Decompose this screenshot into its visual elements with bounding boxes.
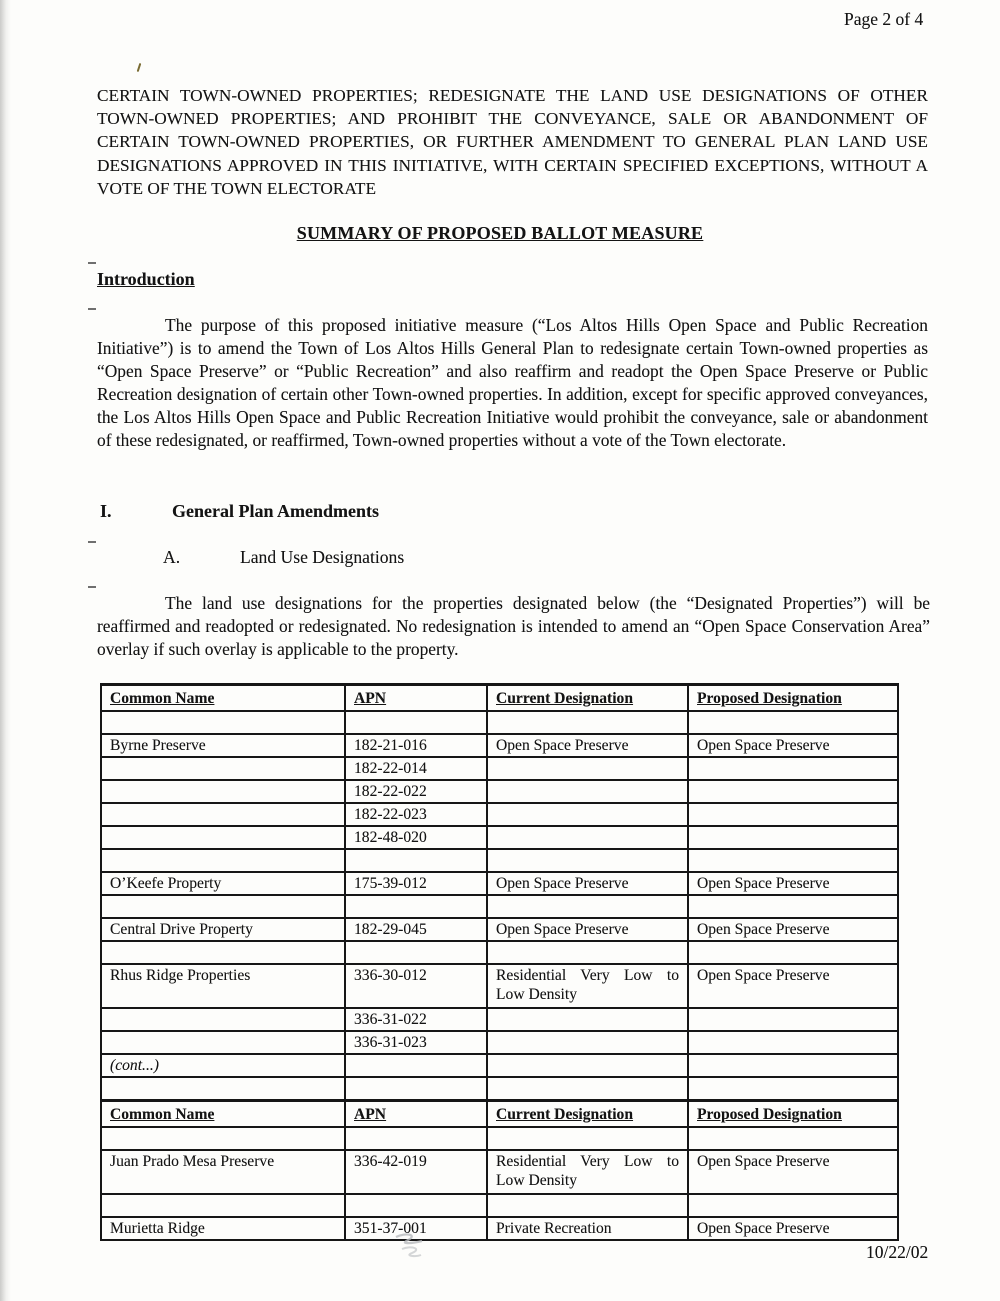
table-cell bbox=[487, 1194, 688, 1217]
table-cell bbox=[487, 826, 688, 849]
table-row bbox=[101, 895, 898, 918]
table-row bbox=[101, 941, 898, 964]
table-cell bbox=[487, 1031, 688, 1054]
table-cell bbox=[688, 1077, 898, 1101]
table-cell: 336-30-012 bbox=[345, 964, 487, 1008]
table-row bbox=[101, 1031, 898, 1054]
summary-heading: SUMMARY OF PROPOSED BALLOT MEASURE bbox=[296, 223, 704, 243]
table-cell bbox=[345, 1127, 487, 1150]
table-row bbox=[101, 849, 898, 872]
introduction-heading: Introduction bbox=[97, 269, 195, 289]
table-row bbox=[101, 803, 898, 826]
scan-dash-artifact bbox=[88, 262, 96, 264]
scan-squiggle-artifact bbox=[388, 1231, 436, 1269]
subsection-letter: A. bbox=[163, 547, 181, 567]
table-cell bbox=[345, 1077, 487, 1101]
table-cell: Current Designation bbox=[487, 1101, 688, 1128]
table-cell: 336-31-022 bbox=[345, 1008, 487, 1031]
table-row bbox=[101, 1194, 898, 1217]
table-cell: Common Name bbox=[101, 685, 345, 712]
scan-dash-artifact bbox=[88, 586, 96, 588]
table-cell: Open Space Preserve bbox=[487, 918, 688, 941]
table-cell bbox=[487, 780, 688, 803]
table-cell bbox=[101, 1008, 345, 1031]
table-cell: Open Space Preserve bbox=[688, 1217, 898, 1240]
table-cell: 182-22-014 bbox=[345, 757, 487, 780]
table-cell bbox=[345, 849, 487, 872]
table-cell bbox=[101, 941, 345, 964]
table-cell: Common Name bbox=[101, 1101, 345, 1128]
table-cell: Private Recreation bbox=[487, 1217, 688, 1240]
scan-dash-artifact bbox=[88, 308, 96, 310]
table-cell bbox=[101, 1031, 345, 1054]
table-cell: O’Keefe Property bbox=[101, 872, 345, 895]
table-cell bbox=[101, 757, 345, 780]
table-cell: Open Space Preserve bbox=[688, 872, 898, 895]
table-cell bbox=[345, 941, 487, 964]
table-cell bbox=[101, 1194, 345, 1217]
footer-date: 10/22/02 bbox=[866, 1242, 929, 1262]
section-heading-general-plan-amendments bbox=[100, 501, 379, 522]
table-row bbox=[101, 1101, 898, 1128]
table-cell: Residential Very Low to Low Density bbox=[487, 964, 688, 1008]
table-cell: Byrne Preserve bbox=[101, 734, 345, 757]
table-row bbox=[101, 872, 898, 895]
table-cell: Residential Very Low to Low Density bbox=[487, 1150, 688, 1194]
scan-tick-artifact bbox=[137, 63, 142, 72]
table-cell bbox=[688, 711, 898, 734]
section-title: General Plan Amendments bbox=[172, 501, 379, 521]
table-cell: 351-37-001 bbox=[345, 1217, 487, 1240]
section-number: I. bbox=[100, 501, 112, 521]
table-cell bbox=[688, 941, 898, 964]
table-cell bbox=[688, 1031, 898, 1054]
table-cell bbox=[487, 803, 688, 826]
table-row bbox=[101, 1008, 898, 1031]
table-cell: 182-22-022 bbox=[345, 780, 487, 803]
table-cell: Proposed Designation bbox=[688, 685, 898, 712]
table-cell: APN bbox=[345, 1101, 487, 1128]
table-cell: Open Space Preserve bbox=[688, 918, 898, 941]
table-cell: Current Designation bbox=[487, 685, 688, 712]
table-cell bbox=[688, 826, 898, 849]
table-row bbox=[101, 1054, 898, 1077]
table-cell bbox=[101, 711, 345, 734]
table-cell bbox=[487, 895, 688, 918]
table-cell bbox=[345, 1194, 487, 1217]
table-row bbox=[101, 711, 898, 734]
table-cell: Open Space Preserve bbox=[688, 964, 898, 1008]
table-cell bbox=[688, 1194, 898, 1217]
table-cell bbox=[688, 780, 898, 803]
table-cell bbox=[101, 1127, 345, 1150]
table-cell: Open Space Preserve bbox=[688, 1150, 898, 1194]
table-row bbox=[101, 757, 898, 780]
table-row bbox=[101, 1150, 898, 1194]
table-cell: 182-48-020 bbox=[345, 826, 487, 849]
table-cell bbox=[101, 780, 345, 803]
table-row bbox=[101, 1217, 898, 1240]
subsection-title: Land Use Designations bbox=[240, 547, 405, 567]
table-cell: Juan Prado Mesa Preserve bbox=[101, 1150, 345, 1194]
table-cell bbox=[487, 1127, 688, 1150]
table-cell bbox=[688, 1008, 898, 1031]
table-cell bbox=[345, 1054, 487, 1077]
table-cell: Rhus Ridge Properties bbox=[101, 964, 345, 1008]
designations-table-body bbox=[101, 685, 898, 1241]
land-use-paragraph: The land use designations for the properties designated below (the “Designated Properties”) will be reaffirmed and readopted or redesignated. No redesignation is intended to amend an “Open Space Conservation Area” overlay if such overlay is applicable to the property. bbox=[97, 593, 930, 659]
table-cell bbox=[487, 849, 688, 872]
table-row bbox=[101, 780, 898, 803]
table-cell bbox=[688, 895, 898, 918]
table-cell: 175-39-012 bbox=[345, 872, 487, 895]
table-cell bbox=[688, 757, 898, 780]
table-cell: Open Space Preserve bbox=[487, 872, 688, 895]
table-cell bbox=[487, 757, 688, 780]
table-cell bbox=[101, 826, 345, 849]
table-cell bbox=[487, 941, 688, 964]
table-row bbox=[101, 734, 898, 757]
table-cell: 182-22-023 bbox=[345, 803, 487, 826]
table-cell: 336-42-019 bbox=[345, 1150, 487, 1194]
table-cell bbox=[345, 895, 487, 918]
measure-title: CERTAIN TOWN-OWNED PROPERTIES; REDESIGNATE THE LAND USE DESIGNATIONS OF OTHER TOWN-OWNED PROPERTIES; AND PROHIBIT THE CONVEYANCE, SALE OR ABANDONMENT OF CERTAIN TOWN-OWNED PROPERTIES, OR FURTHER AMENDMENT TO GENERAL PLAN LAND USE DESIGNATIONS APPROVED IN THIS INITIATIVE, WITH CERTAIN SPECIFIED EXCEPTIONS, WITHOUT A VOTE OF THE TOWN ELECTORATE bbox=[97, 86, 928, 198]
table-cell bbox=[487, 1054, 688, 1077]
table-row bbox=[101, 1077, 898, 1101]
table-row bbox=[101, 964, 898, 1008]
scan-edge-artifact bbox=[0, 0, 11, 1301]
table-cell bbox=[101, 849, 345, 872]
table-cell: (cont...) bbox=[101, 1054, 345, 1077]
table-cell: Murietta Ridge bbox=[101, 1217, 345, 1240]
table-cell bbox=[688, 1127, 898, 1150]
table-row bbox=[101, 918, 898, 941]
table-cell: 182-29-045 bbox=[345, 918, 487, 941]
table-cell bbox=[688, 849, 898, 872]
table-cell bbox=[487, 1077, 688, 1101]
table-cell bbox=[101, 1077, 345, 1101]
page-number: Page 2 of 4 bbox=[844, 9, 924, 29]
table-row bbox=[101, 1127, 898, 1150]
table-cell bbox=[487, 1008, 688, 1031]
table-cell: Proposed Designation bbox=[688, 1101, 898, 1128]
table-cell: APN bbox=[345, 685, 487, 712]
introduction-paragraph: The purpose of this proposed initiative measure (“Los Altos Hills Open Space and Public Recreation Initiative”) is to amend the Town of Los Altos Hills General Plan to redesignate certain Town-owned properties as “Open Space Preserve” or “Public Recreation” and also reaffirm and readopt the Open Space Preserve or Public Recreation designation of certain other Town-owned properties. In addition, except for specific approved conveyances, the Los Altos Hills Open Space and Public Recreation Initiative would prohibit the conveyance, sale or abandonment of these redesignated, or reaffirmed, Town-owned properties without a vote of the Town electorate. bbox=[97, 315, 928, 450]
table-row bbox=[101, 685, 898, 712]
table-cell bbox=[688, 1054, 898, 1077]
table-cell: Open Space Preserve bbox=[688, 734, 898, 757]
scan-dash-artifact bbox=[88, 541, 96, 543]
table-cell bbox=[101, 803, 345, 826]
table-cell bbox=[487, 711, 688, 734]
table-cell bbox=[101, 895, 345, 918]
table-cell: Open Space Preserve bbox=[487, 734, 688, 757]
table-cell: 336-31-023 bbox=[345, 1031, 487, 1054]
table-cell: 182-21-016 bbox=[345, 734, 487, 757]
table-cell bbox=[345, 711, 487, 734]
table-cell bbox=[688, 803, 898, 826]
subsection-heading-land-use-designations bbox=[163, 547, 404, 568]
table-cell: Central Drive Property bbox=[101, 918, 345, 941]
designated-properties-table bbox=[100, 683, 899, 1241]
table-row bbox=[101, 826, 898, 849]
